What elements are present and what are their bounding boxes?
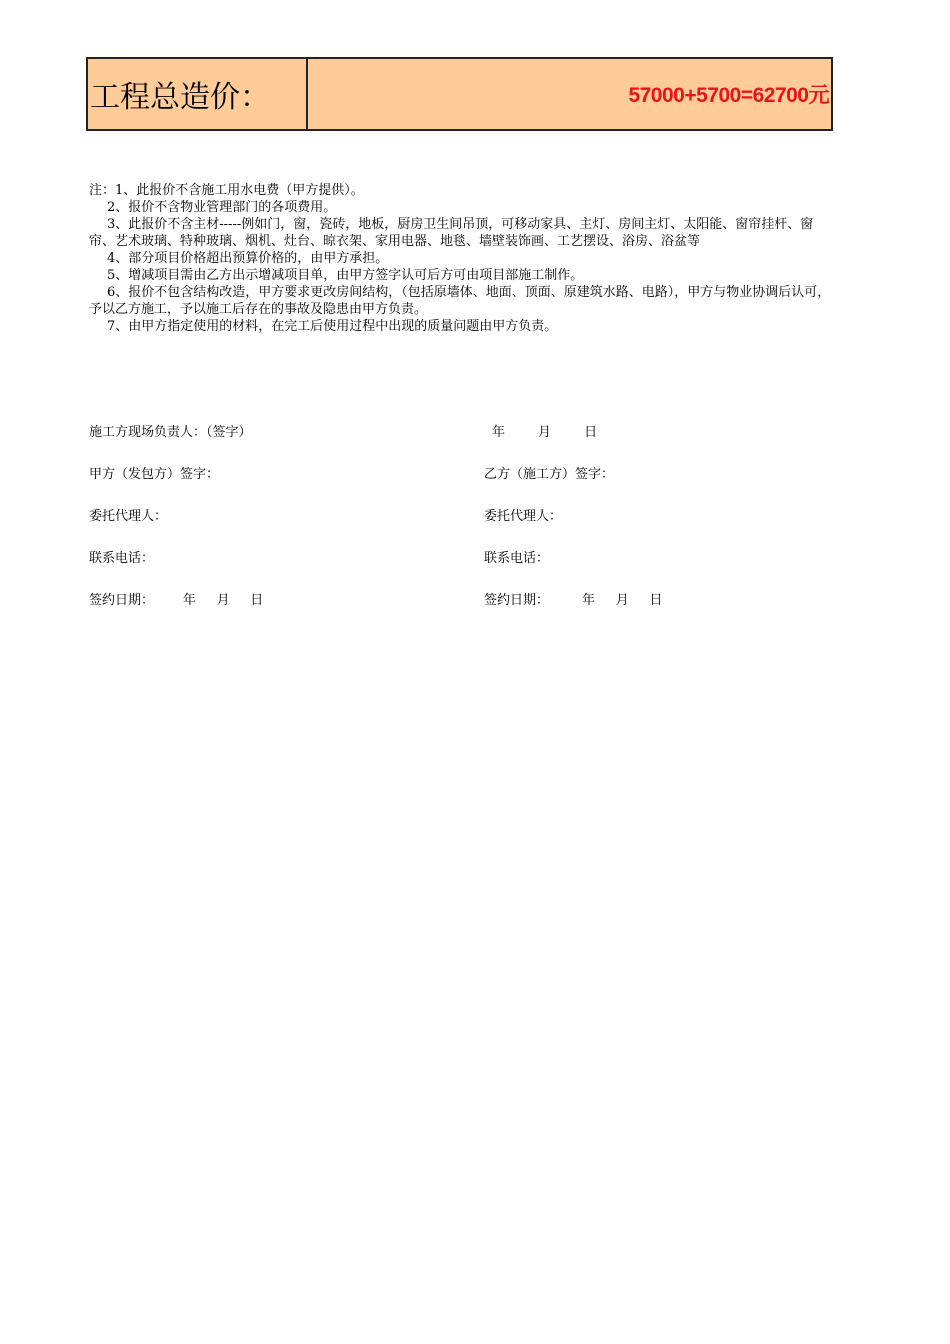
note-7: 7、由甲方指定使用的材料，在完工后使用过程中出现的质量问题由甲方负责。 — [107, 319, 558, 334]
total-price-label: 工程总造价： — [90, 80, 270, 115]
note-6 — [89, 284, 831, 318]
party-a-signature-label: 甲方（发包方）签字： — [89, 467, 220, 482]
total-price-label-cell — [88, 59, 308, 129]
total-price-value: 57000+5700=62700元 — [628, 84, 829, 107]
note-4: 4、部分项目价格超出预算价格的，由甲方承担。 — [107, 251, 389, 266]
note-3-text: 3、此报价不含主材-----例如门，窗，瓷砖，地板，厨房卫生间吊顶，可移动家具、主灯、房间主灯、太阳能、窗帘挂杆、窗帘、艺术玻璃、特种玻璃、烟机、灶台、晾衣架、家用电器、地毯、墙壁装饰画、工艺摆设、浴房、浴盆等 — [89, 217, 814, 249]
note-5: 5、增减项目需由乙方出示增减项目单，由甲方签字认可后方可由项目部施工制作。 — [107, 268, 584, 283]
note-3 — [89, 216, 831, 250]
notes-section — [89, 182, 831, 335]
phone-a-label: 联系电话： — [89, 551, 155, 566]
site-manager-signature-label: 施工方现场负责人：（签字） — [89, 425, 252, 440]
total-price-value-cell — [308, 59, 831, 129]
agent-b-label: 委托代理人： — [484, 509, 563, 524]
note-2: 2、报价不含物业管理部门的各项费用。 — [107, 200, 337, 215]
phone-b-label: 联系电话： — [484, 551, 550, 566]
party-b-signature-label: 乙方（施工方）签字： — [484, 467, 615, 482]
note-6-text: 6、报价不包含结构改造，甲方要求更改房间结构，（包括原墙体、地面、顶面、原建筑水路、电路），甲方与物业协调后认可，予以乙方施工，予以施工后存在的事故及隐患由甲方负责。 — [89, 285, 831, 317]
contract-date-a: 签约日期： 年 月 日 — [89, 593, 264, 608]
agent-a-label: 委托代理人： — [89, 509, 168, 524]
contract-date-b: 签约日期： 年 月 日 — [484, 593, 663, 608]
site-manager-date: 年 月 日 — [492, 425, 598, 440]
note-1: 注：1、此报价不含施工用水电费（甲方提供）。 — [89, 183, 364, 198]
total-price-box — [86, 57, 833, 131]
